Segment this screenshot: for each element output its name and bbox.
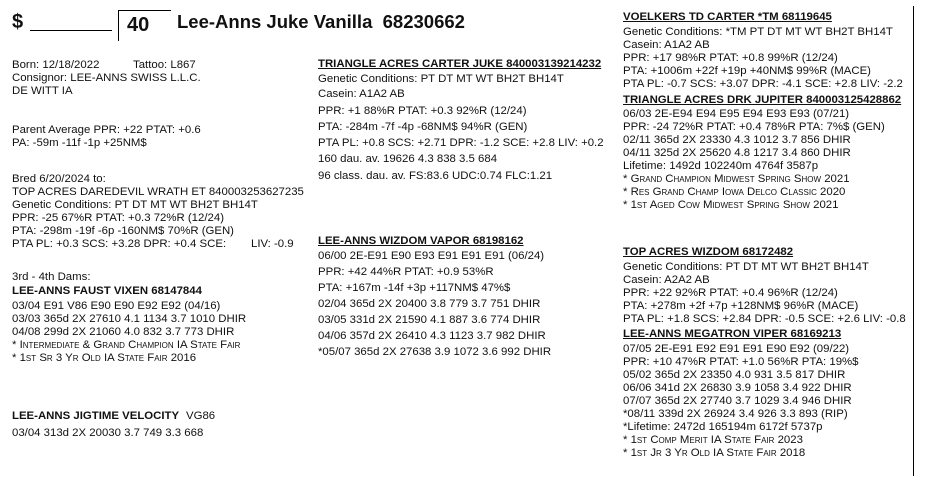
dam-dam-line: 05/02 365d 2X 23350 4.0 931 3.5 817 DHIR bbox=[623, 369, 846, 381]
dam-line: PPR: +42 44%R PTAT: +0.9 53%R bbox=[318, 266, 494, 278]
dam-dam-line: *08/11 339d 2X 26924 3.4 926 3.3 893 (RIP) bbox=[623, 408, 848, 420]
lot-number: 40 bbox=[127, 14, 150, 36]
dam-line: 03/05 331d 2X 21590 4.1 887 3.6 774 DHIR bbox=[318, 314, 541, 326]
award-line: * 1st Comp Merit IA State Fair 2023 bbox=[623, 434, 803, 446]
dam-sire-line: Genetic Conditions: PT DT MT WT BH2T BH14T bbox=[623, 261, 869, 273]
sire-dam-line: 06/03 2E-E94 E94 E95 E94 E93 E93 (07/21) bbox=[623, 108, 850, 120]
record-line: 03/04 E91 V86 E90 E90 E92 E92 (04/16) bbox=[12, 300, 221, 312]
bred-date: Bred 6/20/2024 to: bbox=[12, 173, 106, 185]
sire-dam-line: PPR: -24 72%R PTAT: +0.4 78%R PTA: 7%$ (GEN) bbox=[623, 121, 885, 133]
dam-dam-line: *Lifetime: 2472d 165194m 6172f 5737p bbox=[623, 421, 823, 433]
dam-dam-line: PPR: +10 47%R PTAT: +1.0 56%R PTA: 19%$ bbox=[623, 356, 859, 368]
sire-sire-line: PTA PL: -0.7 SCS: +3.07 DPR: -4.1 SCE: +2.8 LIV: -2.2 bbox=[623, 78, 903, 90]
fourth-dam-name: LEE-ANNS JIGTIME VELOCITY bbox=[12, 410, 180, 422]
fourth-dam-record: 03/04 313d 2X 20030 3.7 749 3.3 668 bbox=[12, 427, 204, 439]
right-border bbox=[913, 6, 914, 476]
registration-number: 68230662 bbox=[382, 11, 465, 32]
dam-line: 06/00 2E-E91 E90 E93 E91 E91 E91 (06/24) bbox=[318, 250, 545, 262]
dam-sire-line: Casein: A2A2 AB bbox=[623, 274, 710, 286]
animal-name: Lee-Anns Juke Vanilla bbox=[177, 11, 373, 32]
dam-line: PTA: +167m -14f +3p +117NM$ 47%$ bbox=[318, 282, 511, 294]
record-line: 04/08 299d 2X 21060 4.0 832 3.7 773 DHIR bbox=[12, 326, 235, 338]
sire-dam-line: Lifetime: 1492d 102240m 4764f 3587p bbox=[623, 160, 819, 172]
sire-sire-name: VOELKERS TD CARTER *TM 68119645 bbox=[623, 11, 832, 23]
bred-sire: TOP ACRES DAREDEVIL WRATH ET 840003253627235 bbox=[12, 186, 304, 198]
price-blank-line bbox=[30, 30, 112, 31]
dam-name: LEE-ANNS WIZDOM VAPOR 68198162 bbox=[318, 235, 524, 247]
bred-genetic-conditions: Genetic Conditions: PT DT MT WT BH2T BH14T bbox=[12, 199, 258, 211]
parent-average-ppr: Parent Average PPR: +22 PTAT: +0.6 bbox=[12, 124, 201, 136]
dam-sire-line: PPR: +22 92%R PTAT: +0.4 96%R (12/24) bbox=[623, 287, 838, 299]
fourth-dam-score: VG86 bbox=[186, 410, 216, 422]
sire-sire-line: Genetic Conditions: *TM PT DT MT WT BH2T BH14T bbox=[623, 26, 893, 38]
award-line: * 1st Jr 3 Yr Old IA State Fair 2018 bbox=[623, 447, 806, 459]
born-date: Born: 12/18/2022 bbox=[12, 59, 100, 71]
award-line: * Intermediate & Grand Champion IA State Fair bbox=[12, 339, 241, 351]
sire-line: 160 dau. av. 19626 4.3 838 3.5 684 bbox=[318, 153, 498, 165]
price-symbol: $ bbox=[12, 11, 24, 33]
sire-dam-line: 04/11 325d 2X 25620 4.8 1217 3.4 860 DHIR bbox=[623, 147, 851, 159]
consignor: Consignor: LEE-ANNS SWISS L.L.C. bbox=[12, 72, 201, 84]
bred-pta-pl: PTA PL: +0.3 SCS: +3.28 DPR: +0.4 SCE: bbox=[12, 238, 227, 250]
dam-sire-line: PTA PL: +1.8 SCS: +2.84 DPR: -0.5 SCE: +2.6 LIV: -0.8 bbox=[623, 313, 906, 325]
sire-sire-line: PPR: +17 98%R PTAT: +0.8 99%R (12/24) bbox=[623, 52, 838, 64]
bred-liv: LIV: -0.9 bbox=[251, 238, 294, 250]
award-line: * 1st Aged Cow Midwest Spring Show 2021 bbox=[623, 199, 839, 211]
record-line: 03/03 365d 2X 27610 4.1 1134 3.7 1010 DHIR bbox=[12, 313, 247, 325]
sire-line: PTA PL: +0.8 SCS: +2.71 DPR: -1.2 SCE: +2.8 LIV: +0.2 bbox=[318, 137, 604, 149]
third-dam-name: LEE-ANNS FAUST VIXEN 68147844 bbox=[12, 285, 202, 297]
award-line: * 1st Sr 3 Yr Old IA State Fair 2016 bbox=[12, 352, 197, 364]
dams-heading: 3rd - 4th Dams: bbox=[12, 271, 91, 283]
dam-dam-line: 06/06 341d 2X 26830 3.9 1058 3.4 922 DHIR bbox=[623, 382, 852, 394]
dam-sire-name: TOP ACRES WIZDOM 68172482 bbox=[623, 246, 794, 258]
sire-line: PPR: +1 88%R PTAT: +0.3 92%R (12/24) bbox=[318, 105, 527, 117]
dam-line: 04/06 357d 2X 26410 4.3 1123 3.7 982 DHIR bbox=[318, 330, 546, 342]
dam-dam-line: 07/07 365d 2X 27740 3.7 1029 3.4 946 DHIR bbox=[623, 395, 852, 407]
sire-name: TRIANGLE ACRES CARTER JUKE 840003139214232 bbox=[318, 58, 602, 70]
sire-sire-line: PTA: +1006m +22f +19p +40NM$ 99%R (MACE) bbox=[623, 65, 871, 77]
sire-line: Casein: A1A2 AB bbox=[318, 88, 405, 100]
bred-ppr: PPR: -25 67%R PTAT: +0.3 72%R (12/24) bbox=[12, 212, 224, 224]
bred-pta: PTA: -298m -19f -6p -160NM$ 70%R (GEN) bbox=[12, 225, 234, 237]
dam-line: *05/07 365d 2X 27638 3.9 1072 3.6 992 DHIR bbox=[318, 346, 552, 358]
sire-dam-line: 02/11 365d 2X 23330 4.3 1012 3.7 856 DHIR bbox=[623, 134, 851, 146]
sire-line: Genetic Conditions: PT DT MT WT BH2T BH14T bbox=[318, 73, 564, 85]
sire-sire-line: Casein: A1A2 AB bbox=[623, 39, 710, 51]
award-line: * Grand Champion Midwest Spring Show 2021 bbox=[623, 173, 850, 185]
parent-average-pa: PA: -59m -11f -1p +25NM$ bbox=[12, 137, 147, 149]
animal-title bbox=[177, 11, 465, 33]
dam-dam-line: 07/05 2E-E91 E92 E91 E91 E90 E92 (09/22) bbox=[623, 343, 850, 355]
tattoo: Tattoo: L867 bbox=[133, 59, 196, 71]
sire-dam-name: TRIANGLE ACRES DRK JUPITER 840003125428862 bbox=[623, 94, 902, 106]
sire-line: PTA: -284m -7f -4p -68NM$ 94%R (GEN) bbox=[318, 121, 528, 133]
consignor-location: DE WITT IA bbox=[12, 85, 73, 97]
sire-line: 96 class. dau. av. FS:83.6 UDC:0.74 FLC:1.21 bbox=[318, 170, 553, 182]
dam-line: 02/04 365d 2X 20400 3.8 779 3.7 751 DHIR bbox=[318, 298, 541, 310]
dam-dam-name: LEE-ANNS MEGATRON VIPER 68169213 bbox=[623, 328, 842, 340]
dam-sire-line: PTA: +278m +2f +7p +128NM$ 96%R (MACE) bbox=[623, 300, 859, 312]
award-line: * Res Grand Champ Iowa Delco Classic 2020 bbox=[623, 186, 846, 198]
